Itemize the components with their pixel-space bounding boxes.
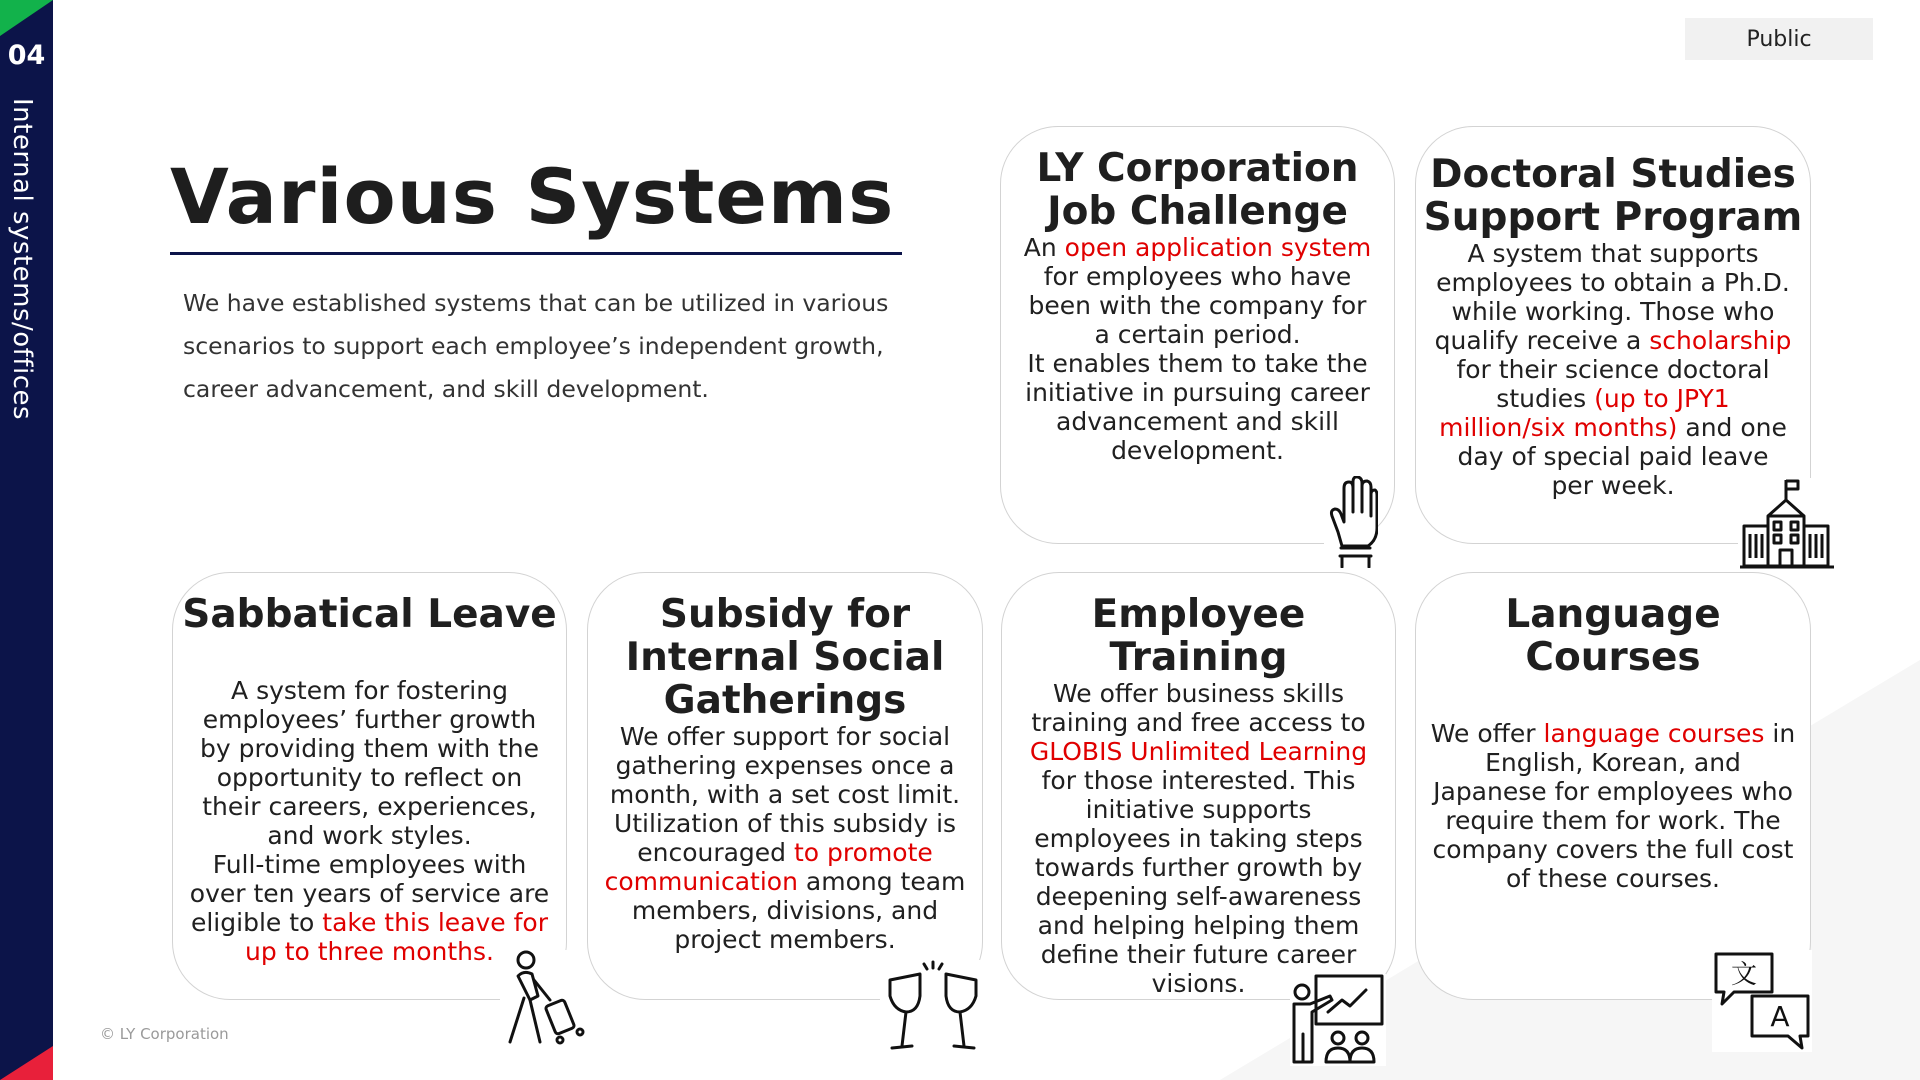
card-title-line: Doctoral Studies [1430,152,1796,197]
glyph-bubble-text: 文 [1730,960,1758,990]
card-description [1001,233,1394,465]
translation-speech-bubbles-icon [1712,950,1812,1052]
body-text: for employees who have been with the company for a certain period. [1028,262,1367,349]
copyright-notice: © LY Corporation [100,1025,229,1043]
card-title-line: Courses [1525,635,1701,680]
body-text: It enables them to take the initiative in pursuing career advancement and skill development. [1025,349,1370,465]
card-title-line: LY Corporation [1036,146,1359,191]
body-text: and one day of special paid leave per week. [1457,413,1787,500]
card-title [1001,147,1394,233]
presentation-teacher-icon [1290,974,1386,1066]
card-title: Sabbatical Leave [182,592,557,637]
visibility-badge: Public [1685,18,1873,60]
section-title: Internal systems/offices [7,98,37,421]
section-number: 04 [7,40,46,71]
page-title: Various Systems [170,152,895,241]
body-text: We offer support for social gathering expenses once a month, with a set cost limit. Utilization of this subsidy is encouraged [609,722,961,867]
card-title-line: Support Program [1423,195,1803,240]
school-building-icon [1738,478,1838,570]
sidebar-red-accent [0,1046,53,1080]
body-text: A system that supports employees to obtain a Ph.D. while working. Those who qualify receive a [1434,239,1790,355]
highlight-text: open application system [1064,233,1372,262]
body-text: Full-time employees with over ten years of service are eligible to [189,850,550,937]
highlight-text: scholarship [1649,326,1792,355]
highlight-text: GLOBIS Unlimited Learning [1029,737,1368,766]
body-text: An [1023,233,1065,262]
card-title [1416,593,1810,679]
highlight-text: to promote communication [604,838,933,896]
card-title-line: Job Challenge [1047,189,1348,234]
traveler-with-luggage-icon [500,950,586,1046]
sidebar-green-accent [0,0,53,36]
card-description [1416,679,1810,893]
card-description [1002,679,1395,998]
card-title [1002,593,1395,679]
card-description [173,636,566,966]
highlight-text: language courses [1543,719,1765,748]
card-title-line: Internal Social [625,635,945,680]
card-title-line: Employee [1091,592,1306,637]
card-title-line: Subsidy for [659,592,911,637]
card-title-line: Training [1109,635,1288,680]
body-text: in English, Korean, and Japanese for employees who require them for work. The company covers the full cost of these courses. [1432,719,1796,893]
card-employee-training [1001,572,1396,1000]
body-text: for their science doctoral studies [1456,355,1770,413]
raised-hand-icon [1324,476,1378,568]
body-text: among team members, divisions, and project members. [631,867,966,954]
card-title [588,593,982,722]
title-underline [170,252,902,255]
card-social-gathering-subsidy [587,572,983,1000]
glyph-bubble-text: A [1770,1000,1790,1033]
card-language-courses [1415,572,1811,1000]
highlight-text: (up to JPY1 million/six months) [1439,384,1730,442]
body-text: for those interested. This initiative supports employees in taking steps towards further growth by deepening self-awareness and helping helping them define their future career visions. [1034,766,1363,998]
wine-glasses-toast-icon [880,960,986,1052]
card-description [1416,239,1810,500]
card-description [588,722,982,954]
card-title [1416,153,1810,239]
card-title-line: Gatherings [663,678,907,723]
section-sidebar [0,0,53,1080]
card-title-line: Language [1505,592,1721,637]
highlight-text: take this leave for up to three months. [245,908,549,966]
body-text: We offer business skills training and free access to [1031,679,1366,737]
body-text: We offer [1430,719,1544,748]
body-text: A system for fostering employees’ further growth by providing them with the opportunity to reflect on their careers, experiences, and work styles. [199,676,540,850]
intro-text: We have established systems that can be utilized in various scenarios to support each employee’s independent growth, career advancement, and skill development. [183,289,889,403]
card-sabbatical-leave [172,572,567,1000]
